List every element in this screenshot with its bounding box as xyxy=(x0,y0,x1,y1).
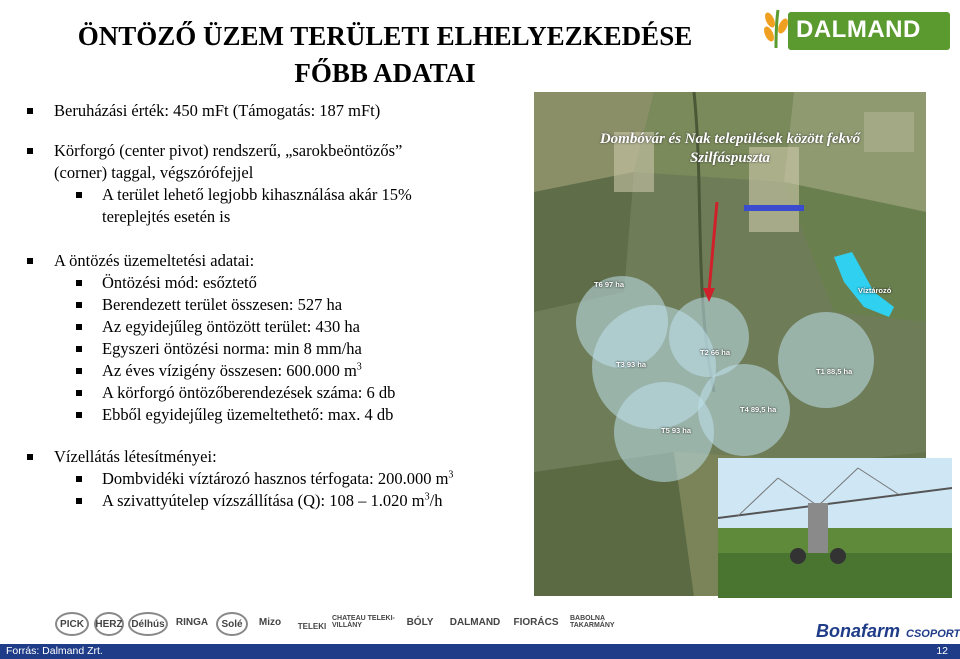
bonafarm-logo: Bonafarm CSOPORT xyxy=(816,621,960,641)
sub-bullet-area-total: Berendezett terület összesen: 527 ha xyxy=(22,294,542,316)
title-line-1: ÖNTÖZŐ ÜZEM TERÜLETI ELHELYEZKEDÉSE xyxy=(77,21,693,51)
brand-boly: BÓLY xyxy=(406,616,434,628)
sub-bullet-water-demand: Az éves vízigény összesen: 600.000 $m^3$ xyxy=(22,360,542,382)
bullet-center-pivot: Körforgó (center pivot) rendszerű, „sarokbeöntözős” (corner) taggal, végszórófejjel xyxy=(22,140,542,184)
map-caption: Dombóvár és Nak települések között fekvő Szilfáspuszta xyxy=(599,131,861,166)
field-label-t2: T2 66 ha xyxy=(700,348,731,357)
footer-bar xyxy=(0,644,960,659)
sub-bullet-reservoir-volume: Dombvidéki víztározó hasznos térfogata: 200.000 $m^3$ xyxy=(22,468,542,490)
bullet-water-supply: Vízellátás létesítményei: xyxy=(22,446,542,468)
field-label-t5: T5 93 ha xyxy=(661,426,692,435)
bullet-operation: A öntözés üzemeltetési adatai: xyxy=(22,250,542,272)
sub-bullet-max-operating: Ebből egyidejűleg üzemeltethető: max. 4 db xyxy=(22,404,542,426)
pivot-photo xyxy=(718,458,952,598)
brand-babolna: BABOLNA TAKARMÁNY xyxy=(570,615,615,629)
sub-bullet-norm: Egyszeri öntözési norma: min 8 mm/ha xyxy=(22,338,542,360)
pivot-image xyxy=(718,458,952,598)
reservoir-label: Víztározó xyxy=(858,286,892,295)
field-label-t3: T3 93 ha xyxy=(616,360,647,369)
sub-bullet-terrain: A terület lehető legjobb kihasználása akár 15% tereplejtés esetén is xyxy=(22,184,542,228)
dalmand-logo xyxy=(756,6,952,68)
brand-fioracs: FIORÁCS xyxy=(513,616,559,628)
title-line-2: FŐBB ADATAI xyxy=(294,58,476,88)
brand-herz: HERZ xyxy=(94,612,124,636)
field-label-t6: T6 97 ha xyxy=(594,280,625,289)
logo-suffix: Zrt. xyxy=(796,52,821,68)
page-title xyxy=(30,18,740,92)
brand-delhus: Délhús xyxy=(128,612,168,636)
sub-bullet-pivot-count: A körforgó öntözőberendezések száma: 6 db xyxy=(22,382,542,404)
page-number: 12 xyxy=(936,645,948,657)
brand-chateau: CHATEAU TELEKI-VILLÁNY xyxy=(332,615,395,629)
bullet-list xyxy=(22,100,542,512)
brand-pick: PICK xyxy=(55,612,89,636)
bullet-investment: Beruházási érték: 450 mFt (Támogatás: 187 mFt) xyxy=(22,100,542,122)
brand-mizo: Mizo xyxy=(258,616,282,628)
sub-bullet-mode: Öntözési mód: esőztető xyxy=(22,272,542,294)
brand-dalmand: DALMAND xyxy=(449,616,501,628)
brand-teleki: TELEKI xyxy=(297,621,327,631)
field-label-t4: T4 89,5 ha xyxy=(740,405,777,414)
field-label-t1: T1 88,5 ha xyxy=(816,367,853,376)
logo-name: DALMAND xyxy=(796,16,921,43)
brand-sole: Solé xyxy=(216,612,248,636)
sub-bullet-area-simultaneous: Az egyidejűleg öntözött terület: 430 ha xyxy=(22,316,542,338)
sub-bullet-pump-capacity: A szivattyútelep vízszállítása (Q): 108 – 1.020 $m^3/h$ xyxy=(22,490,542,512)
brand-ringa: RINGA xyxy=(175,616,209,628)
source-note: Forrás: Dalmand Zrt. xyxy=(6,645,103,657)
